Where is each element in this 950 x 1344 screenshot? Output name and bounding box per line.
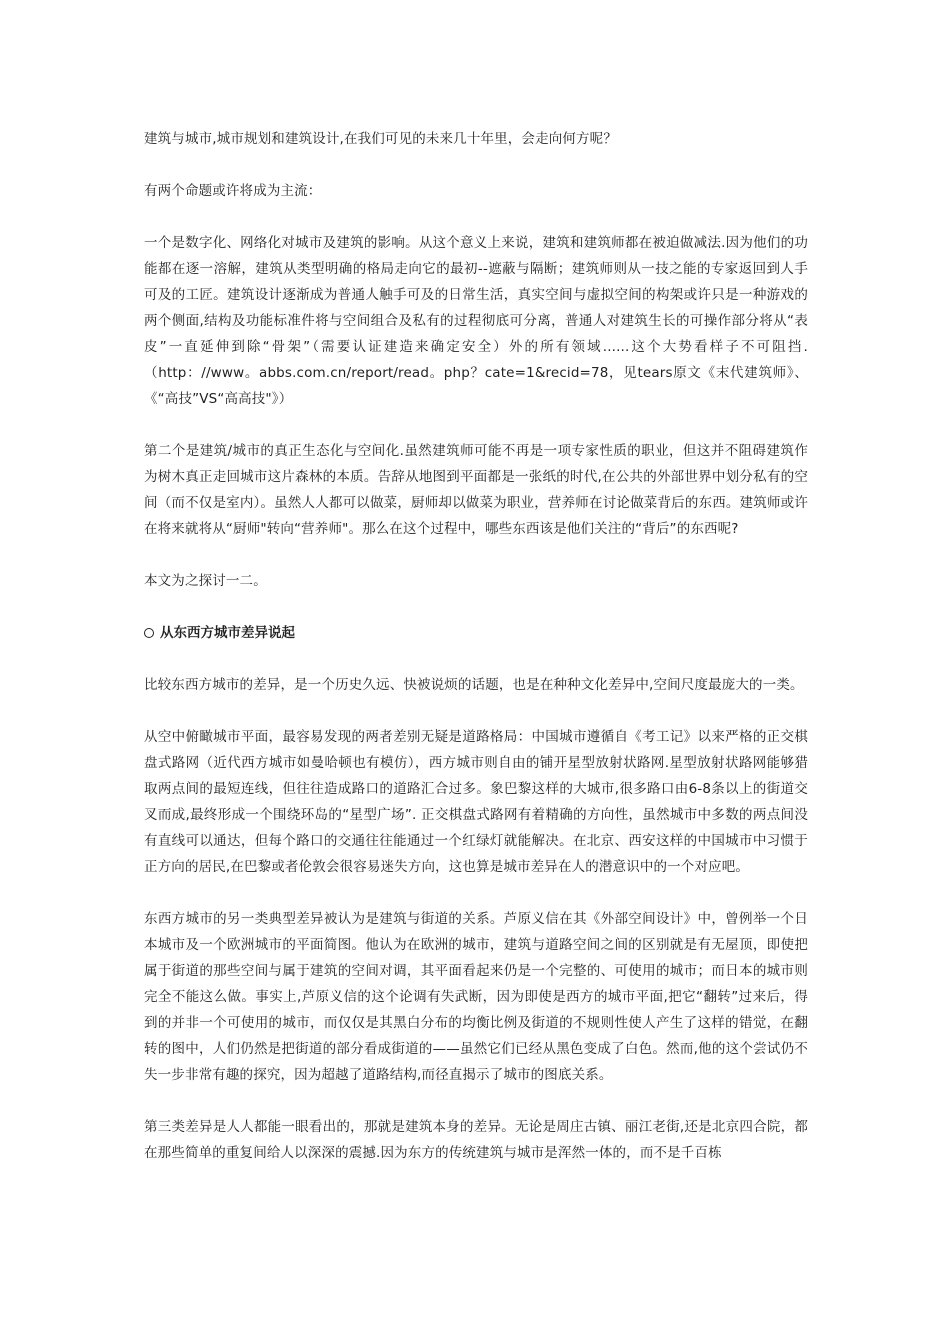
comparison-paragraph: 比较东西方城市的差异，是一个历史久远、快被说烦的话题，也是在种种文化差异中,空间尺度最庞大的一类。 [144, 677, 804, 693]
intro-question: 建筑与城市,城市规划和建筑设计,在我们可见的未来几十年里，会走向何方呢？ [144, 131, 617, 147]
proposition-two-paragraph: 第二个是建筑/城市的真正生态化与空间化.虽然建筑师可能不再是一项专家性质的职业，但这并不阻碍建筑作为树木真正走回城市这片森林的本质。告辞从地图到平面都是一张纸的时代,在公共的外部世界中划分私有的空间（而不仅是室内）。虽然人人都可以做菜，厨师却以做菜为职业，营养师在讨论做菜背后的东西。建筑师或许在将来就将从“厨师"转向“营养师"。那么在这个过程中，哪些东西该是他们关注的“背后”的东西呢? [144, 443, 808, 537]
road-pattern-paragraph: 从空中俯瞰城市平面，最容易发现的两者差别无疑是道路格局：中国城市遵循自《考工记》以来严格的正交棋盘式路网（近代西方城市如曼哈顿也有模仿），西方城市则自由的铺开星型放射状路网.星型放射状路网能够猎取两点间的最短连线，但往往造成路口的道路汇合过多。象巴黎这样的大城市,很多路口由6-8条以上的街道交叉而成,最终形成一个围绕环岛的“星型广场”. 正交棋盘式路网有着精确的方向性，虽然城市中多数的两点间没有直线可以通达，但每个路口的交通往往能通过一个红绿灯就能解决。在北京、西安这样的中国城市中习惯于正方向的居民,在巴黎或者伦敦会很容易迷失方向，这也算是城市差异在人的潜意识中的一个对应吧。 [144, 729, 808, 875]
document-page [144, 126, 808, 1166]
section-heading [144, 620, 808, 646]
circle-bullet-icon [144, 628, 154, 638]
building-street-paragraph: 东西方城市的另一类典型差异被认为是建筑与街道的关系。芦原义信在其《外部空间设计》中，曾例举一个日本城市及一个欧洲城市的平面简图。他认为在欧洲的城市，建筑与道路空间之间的区别就是有无屋顶，即使把属于街道的那些空间与属于建筑的空间对调，其平面看起来仍是一个完整的、可使用的城市；而日本的城市则完全不能这么做。事实上,芦原义信的这个论调有失武断，因为即使是西方的城市平面,把它“翻转”过来后，得到的并非一个可使用的城市，而仅仅是其黑白分布的均衡比例及街道的不规则性使人产生了这样的错觉，在翻转的图中，人们仍然是把街道的部分看成街道的——虽然它们已经从黑色变成了白色。然而,他的这个尝试仍不失一步非常有趣的探究，因为超越了道路结构,而径直揭示了城市的图底关系。 [144, 911, 808, 1083]
architecture-difference-paragraph: 第三类差异是人人都能一眼看出的，那就是建筑本身的差异。无论是周庄古镇、丽江老街,还是北京四合院，都在那些简单的重复间给人以深深的震撼.因为东方的传统建筑与城市是浑然一体的，而不是千百栋 [144, 1119, 808, 1161]
two-propositions-intro: 有两个命题或许将成为主流： [144, 183, 322, 199]
purpose-paragraph: 本文为之探讨一二。 [144, 573, 267, 589]
section-heading-text: 从东西方城市差异说起 [160, 625, 295, 641]
proposition-one-paragraph: 一个是数字化、网络化对城市及建筑的影响。从这个意义上来说，建筑和建筑师都在被迫做减法.因为他们的功能都在逐一溶解，建筑从类型明确的格局走向它的最初--遮蔽与隔断；建筑师则从一技之能的专家返回到人手可及的工匠。建筑设计逐渐成为普通人触手可及的日常生活，真实空间与虚拟空间的构架或许只是一种游戏的两个侧面,结构及功能标准件将与空间组合及私有的过程彻底可分离，普通人对建筑生长的可操作部分将从“表皮”一直延伸到除“骨架”（需要认证建造来确定安全）外的所有领域......这个大势看样子不可阻挡.（http：//www。abbs.com.cn/report/read。php？cate=1&recid=78，见tears原文《末代建筑师》、《“高技”VS“高高技"》） [144, 235, 808, 407]
